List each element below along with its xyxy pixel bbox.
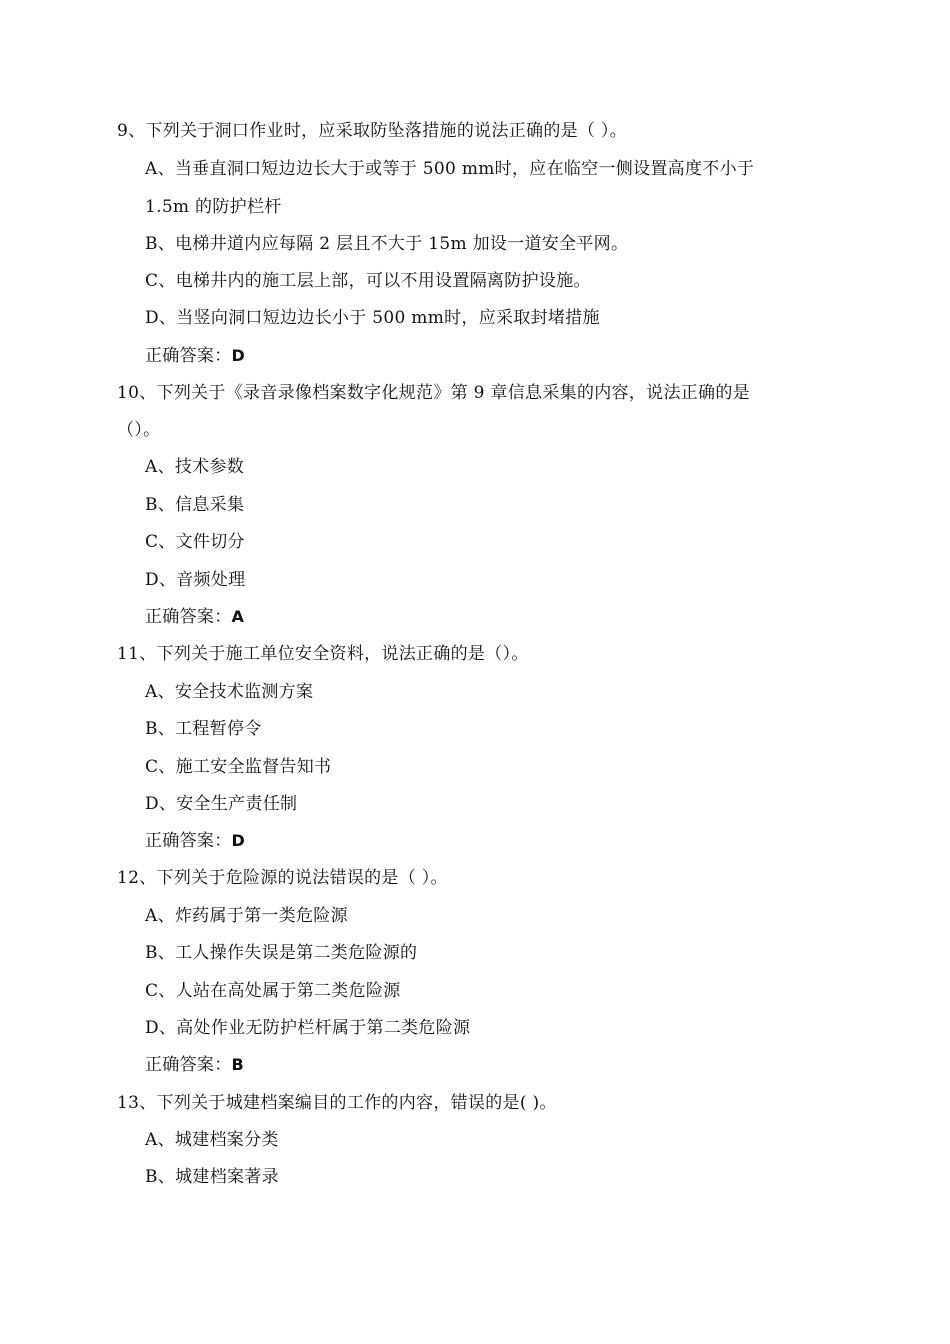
question-stem-continued: （）。 <box>117 420 161 440</box>
answer-value: D <box>231 831 246 850</box>
answer-line <box>145 1054 244 1076</box>
option-b: B、信息采集 <box>145 495 245 515</box>
question-stem: 11、下列关于施工单位安全资料，说法正确的是（）。 <box>117 644 529 664</box>
option-b: B、城建档案著录 <box>145 1167 279 1187</box>
question-stem: 9、下列关于洞口作业时，应采取防坠落措施的说法正确的是（ ）。 <box>117 121 628 141</box>
answer-label: 正确答案： <box>145 1055 232 1075</box>
question-stem: 10、下列关于《录音录像档案数字化规范》第 9 章信息采集的内容，说法正确的是 <box>117 383 750 403</box>
option-b: B、工程暂停令 <box>145 719 262 739</box>
answer-label: 正确答案： <box>145 346 232 366</box>
question-stem: 13、下列关于城建档案编目的工作的内容，错误的是( )。 <box>117 1093 557 1113</box>
option-c: C、电梯井内的施工层上部，可以不用设置隔离防护设施。 <box>145 271 591 291</box>
option-a: A、当垂直洞口短边边长大于或等于 500 mm时，应在临空一侧设置高度不小于 <box>145 159 755 179</box>
answer-value: A <box>231 607 245 626</box>
answer-line <box>145 345 245 367</box>
option-d: D、高处作业无防护栏杆属于第二类危险源 <box>145 1018 471 1038</box>
answer-label: 正确答案： <box>145 607 232 627</box>
option-d: D、当竖向洞口短边边长小于 500 mm时，应采取封堵措施 <box>145 308 600 328</box>
option-c: C、施工安全监督告知书 <box>145 757 332 777</box>
answer-line <box>145 606 244 628</box>
option-a: A、技术参数 <box>145 457 245 477</box>
answer-value: B <box>231 1055 244 1074</box>
option-c: C、文件切分 <box>145 532 245 552</box>
option-b: B、工人操作失误是第二类危险源的 <box>145 943 418 963</box>
option-b: B、电梯井道内应每隔 2 层且不大于 15m 加设一道安全平网。 <box>145 234 629 254</box>
option-a: A、城建档案分类 <box>145 1130 279 1150</box>
option-d: D、安全生产责任制 <box>145 794 298 814</box>
option-a: A、炸药属于第一类危险源 <box>145 906 348 926</box>
answer-value: D <box>231 346 246 365</box>
answer-line <box>145 830 245 852</box>
answer-label: 正确答案： <box>145 831 232 851</box>
option-d: D、音频处理 <box>145 570 246 590</box>
option-a: A、安全技术监测方案 <box>145 682 314 702</box>
option-c: C、人站在高处属于第二类危险源 <box>145 981 401 1001</box>
option-a-continued: 1.5m 的防护栏杆 <box>145 197 282 217</box>
question-stem: 12、下列关于危险源的说法错误的是（ ）。 <box>117 868 448 888</box>
